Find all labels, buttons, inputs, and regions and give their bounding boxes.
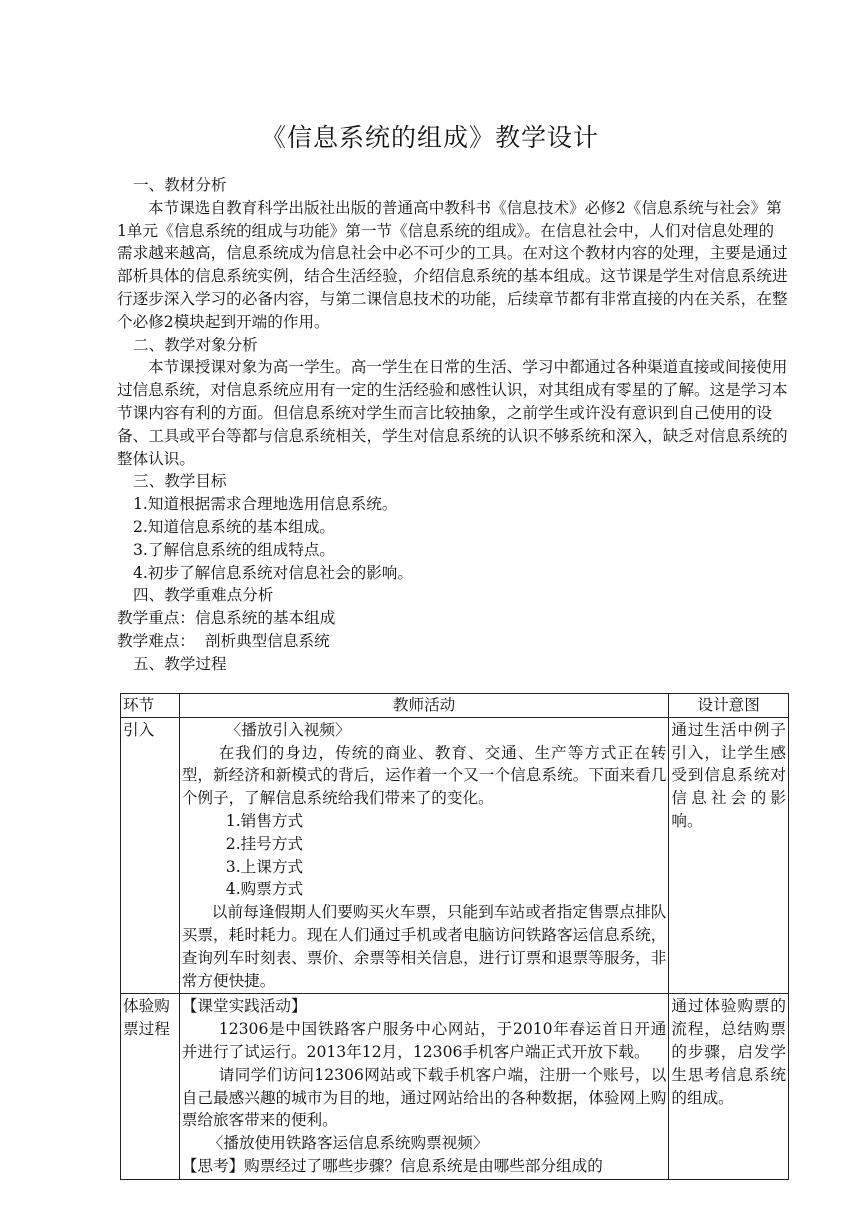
intent-cell: 通过生活中例子引入，让学生感受到信息系统对信息社会的影响。	[669, 717, 789, 994]
difficult-point: 教学难点： 剖析典型信息系统	[117, 631, 330, 650]
section-heading-students: 二、教学对象分析	[133, 335, 258, 354]
table-row	[121, 717, 789, 994]
video-note: 〈播放引入视频〉	[225, 720, 351, 739]
intent-cell: 通过体验购票的流程，总结购票的步骤，启发学生思考信息系统的组成。	[669, 994, 789, 1179]
page-title: 《信息系统的组成》教学设计	[260, 123, 599, 152]
teaching-process-table	[120, 693, 789, 1180]
textbook-analysis-text: 本节课选自教育科学出版社出版的普通高中教科书《信息技术》必修2《信息系统与社会》第 1单元《信息系统的组成与功能》第一节《信息系统的组成》。在信息社会中，人们对信息处理的需求越来越高，信息系统成为信息社会中必不可少的工具。在对这个教材内容的处理，主要是通过部析具体的信息系统实例，结合生活经验，介绍信息系统的基本组成。这节课是学生对信息系统进行逐步深入学习的必备内容，与第二课信息技术的功能，后续章节都有非常直接的内在关系，在整个必修2模块起到开端的作用。	[117, 198, 788, 331]
student-analysis-text: 本节课授课对象为高一学生。高一学生在日常的生活、学习中都通过各种渠道直接或间接使用过信息系统，对信息系统应用有一定的生活经验和感性认识，对其组成有零星的了解。这是学习本节课内容有利的方面。但信息系统对学生而言比较抽象，之前学生或许没有意识到自己使用的设备、工具或平台等都与信息系统相关，学生对信息系统的认识不够系统和深入，缺乏对信息系统的整体认识。	[117, 358, 788, 468]
goal-item: 3.了解信息系统的组成特点。	[133, 540, 336, 559]
stage-cell: 引入	[121, 717, 180, 994]
document-body	[117, 174, 789, 676]
section-heading-goals: 三、教学目标	[133, 472, 227, 491]
activity-cell	[179, 994, 669, 1179]
key-point: 教学重点：信息系统的基本组成	[117, 609, 336, 628]
table-row	[121, 994, 789, 1179]
goal-item: 2.知道信息系统的基本组成。	[133, 517, 336, 536]
list-item: 3.上课方式	[225, 857, 304, 876]
list-item: 4.购票方式	[225, 880, 304, 899]
header-design-intent: 设计意图	[669, 694, 789, 718]
activity-cell	[179, 717, 669, 994]
header-teacher-activity: 教师活动	[179, 694, 669, 718]
section-heading-process: 五、教学过程	[133, 654, 227, 673]
section-heading-textbook: 一、教材分析	[133, 176, 227, 194]
table-header-row	[121, 694, 789, 718]
activity-paragraph: 12306是中国铁路客户服务中心网站，于2010年春运首日开通并进行了试运行。2013年12月，12306手机客户端正式开放下载。	[181, 1020, 667, 1061]
activity-paragraph: 以前每逢假期人们要购买火车票，只能到车站或者指定售票点排队买票，耗时耗力。现在人们通过手机或者电脑访问铁路客运信息系统，查询列车时刻表、票价、余票等相关信息，进行订票和退票等服务，非常方便快捷。	[181, 903, 667, 990]
video-note: 〈播放使用铁路客运信息系统购票视频〉	[207, 1134, 489, 1153]
section-heading-key-points: 四、教学重难点分析	[133, 586, 274, 605]
stage-cell: 体验购票过程	[121, 994, 180, 1179]
activity-paragraph: 在我们的身边，传统的商业、教育、交通、生产等方式正在转型，新经济和新模式的背后，运作着一个又一个信息系统。下面来看几个例子，了解信息系统给我们带来了的变化。	[181, 743, 667, 808]
goal-item: 1.知道根据需求合理地选用信息系统。	[133, 495, 398, 514]
think-prompt: 【思考】购票经过了哪些步骤？信息系统是由哪些部分组成的	[181, 1156, 603, 1175]
list-item: 2.挂号方式	[225, 834, 304, 853]
header-stage: 环节	[121, 694, 180, 718]
activity-heading: 【课堂实践活动】	[181, 997, 307, 1016]
goal-item: 4.初步了解信息系统对信息社会的影响。	[133, 563, 413, 582]
activity-paragraph: 请同学们访问12306网站或下载手机客户端，注册一个账号，以自己最感兴趣的城市为目的地，通过网站给出的各种数据，体验网上购票给旅客带来的便利。	[181, 1065, 667, 1130]
list-item: 1.销售方式	[225, 811, 304, 830]
